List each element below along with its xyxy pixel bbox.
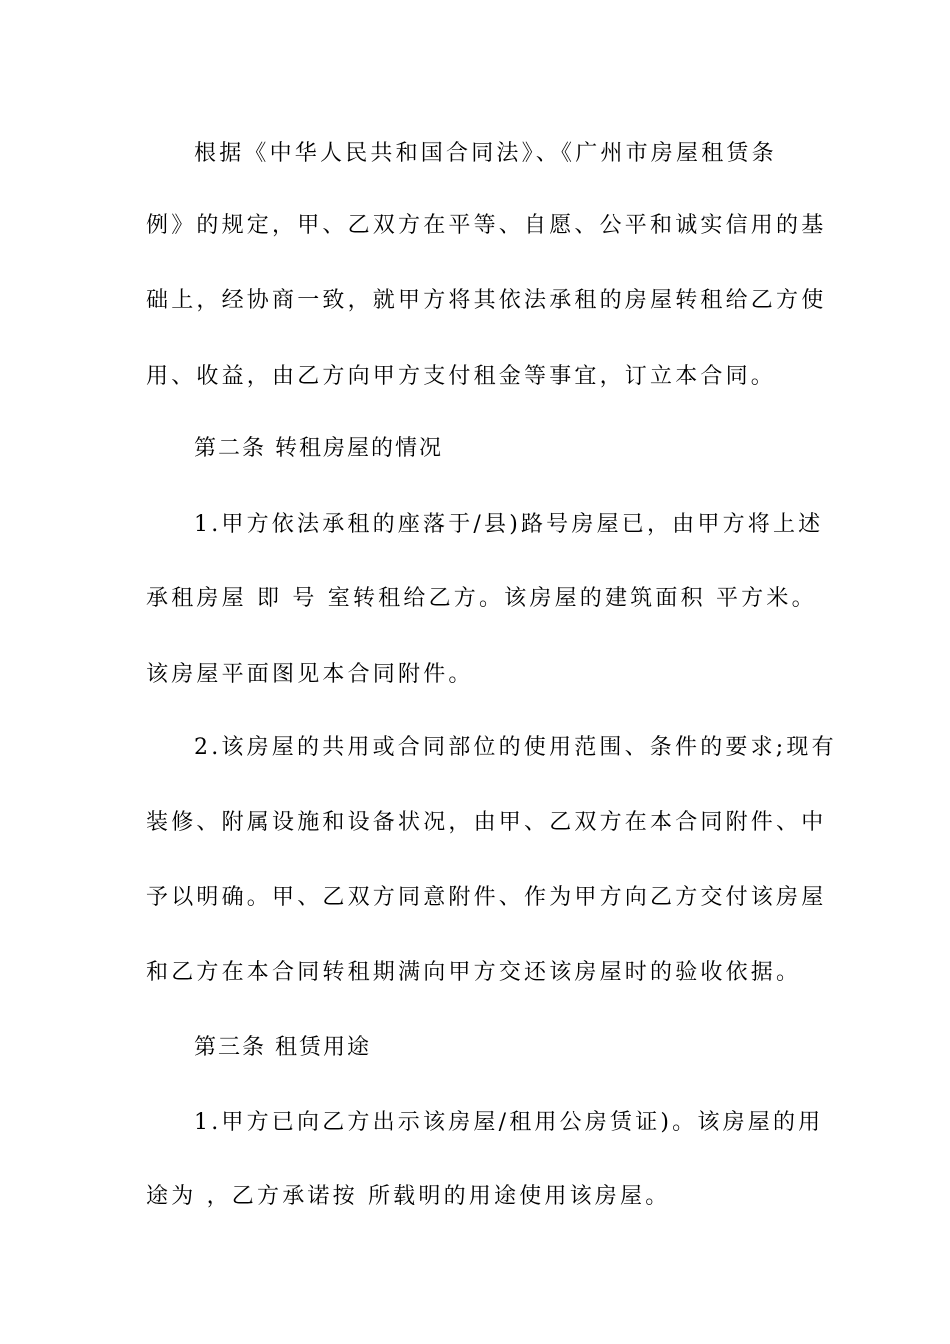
paragraph-line: 1.甲方已向乙方出示该房屋/租用公房赁证)。该房屋的用 — [194, 1110, 824, 1135]
paragraph-line: 根据《中华人民共和国合同法》、《广州市房屋租赁条 — [194, 141, 777, 166]
paragraph-line: 予以明确。甲、乙双方同意附件、作为甲方向乙方交付该房屋 — [146, 885, 827, 910]
paragraph-line: 该房屋平面图见本合同附件。 — [146, 662, 474, 687]
paragraph-line: 承租房屋 即 号 室转租给乙方。该房屋的建筑面积 平方米。 — [146, 586, 817, 611]
paragraph-line: 装修、附属设施和设备状况，由甲、乙双方在本合同附件、中 — [146, 810, 827, 835]
paragraph-line: 和乙方在本合同转租期满向甲方交还该房屋时的验收依据。 — [146, 960, 802, 985]
paragraph-line: 础上，经协商一致，就甲方将其依法承租的房屋转租给乙方使 — [146, 288, 827, 313]
section-heading: 第三条 租赁用途 — [194, 1035, 371, 1060]
paragraph-line: 例》的规定，甲、乙双方在平等、自愿、公平和诚实信用的基 — [146, 213, 827, 238]
paragraph-line: 用、收益，由乙方向甲方支付租金等事宜，订立本合同。 — [146, 364, 777, 389]
paragraph-line: 1.甲方依法承租的座落于/县)路号房屋已，由甲方将上述 — [194, 512, 824, 537]
paragraph-line: 途为 ，乙方承诺按 所载明的用途使用该房屋。 — [146, 1184, 671, 1209]
section-heading: 第二条 转租房屋的情况 — [194, 436, 443, 461]
paragraph-line: 2.该房屋的共用或合同部位的使用范围、条件的要求;现有 — [194, 735, 837, 760]
